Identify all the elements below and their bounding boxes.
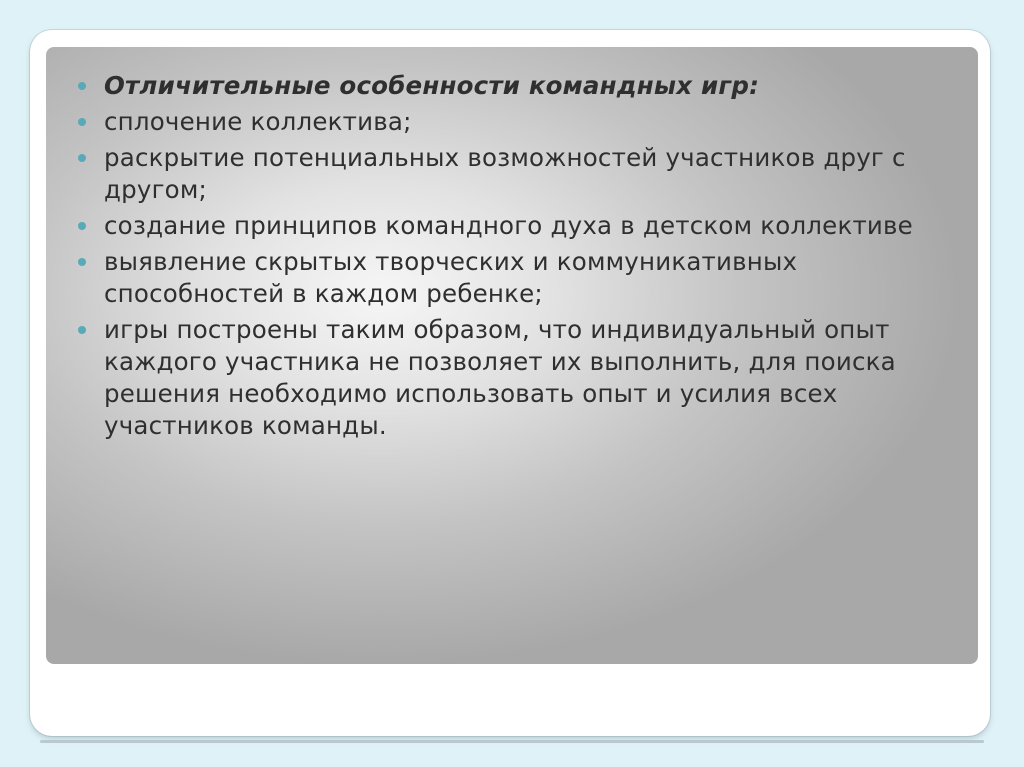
bullet-item: [78, 314, 938, 442]
bullet-dot-icon: [78, 222, 86, 230]
bullet-text: создание принципов командного духа в детском коллективе: [104, 211, 913, 240]
bullet-item: [78, 210, 938, 242]
bullet-item: [78, 106, 938, 138]
bullet-item: [78, 246, 938, 310]
slide-frame-shadow-line: [40, 740, 984, 743]
bullet-dot-icon: [78, 82, 86, 90]
bullet-dot-icon: [78, 118, 86, 126]
bullet-text: выявление скрытых творческих и коммуникативных способностей в каждом ребенке;: [104, 247, 798, 308]
bullet-dot-icon: [78, 154, 86, 162]
bullet-text: игры построены таким образом, что индивидуальный опыт каждого участника не позволяет их выполнить, для поиска решения необходимо использовать опыт и усилия всех участников команды.: [104, 315, 896, 440]
bullet-dot-icon: [78, 326, 86, 334]
bullet-item: [78, 142, 938, 206]
bullet-dot-icon: [78, 258, 86, 266]
bullet-text: раскрытие потенциальных возможностей участников друг с другом;: [104, 143, 906, 204]
bullet-text: сплочение коллектива;: [104, 107, 412, 136]
bullet-item-heading: [78, 70, 938, 102]
bullet-text: Отличительные особенности командных игр:: [104, 71, 760, 100]
bullet-list: [78, 70, 938, 446]
